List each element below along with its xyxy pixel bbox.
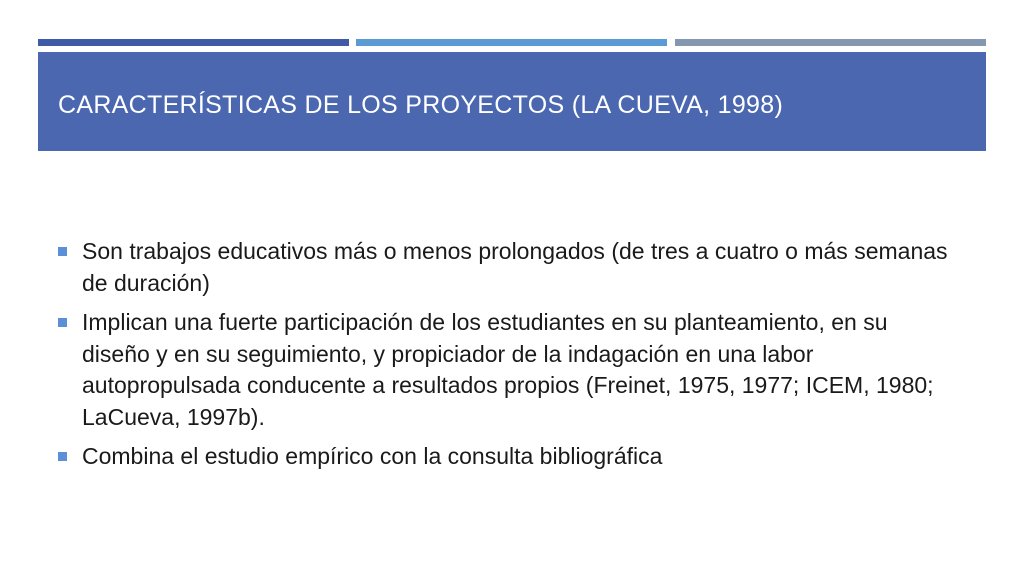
bullet-text: Son trabajos educativos más o menos prolongados (de tres a cuatro o más semanas de duración) xyxy=(82,238,948,296)
bullet-item xyxy=(58,441,958,473)
accent-bar-3 xyxy=(675,39,986,46)
accent-bar-2 xyxy=(356,39,667,46)
accent-bar-1 xyxy=(38,39,349,46)
slide-title: CARACTERÍSTICAS DE LOS PROYECTOS (LA CUEVA, 1998) xyxy=(58,91,784,119)
bullet-text: Combina el estudio empírico con la consulta bibliográfica xyxy=(82,443,663,469)
bullet-item xyxy=(58,236,958,299)
square-bullet-icon xyxy=(58,452,67,461)
bullet-text: Implican una fuerte participación de los estudiantes en su planteamiento, en su diseño y en su seguimiento, y propiciador de la indagación en una labor autopropulsada conducente a resultados propios (Freinet, 1975, 1977; ICEM, 1980; LaCueva, 1997b). xyxy=(82,309,934,430)
bullet-list xyxy=(58,236,958,481)
bullet-item xyxy=(58,307,958,433)
square-bullet-icon xyxy=(58,247,67,256)
title-band xyxy=(38,52,986,151)
square-bullet-icon xyxy=(58,318,67,327)
